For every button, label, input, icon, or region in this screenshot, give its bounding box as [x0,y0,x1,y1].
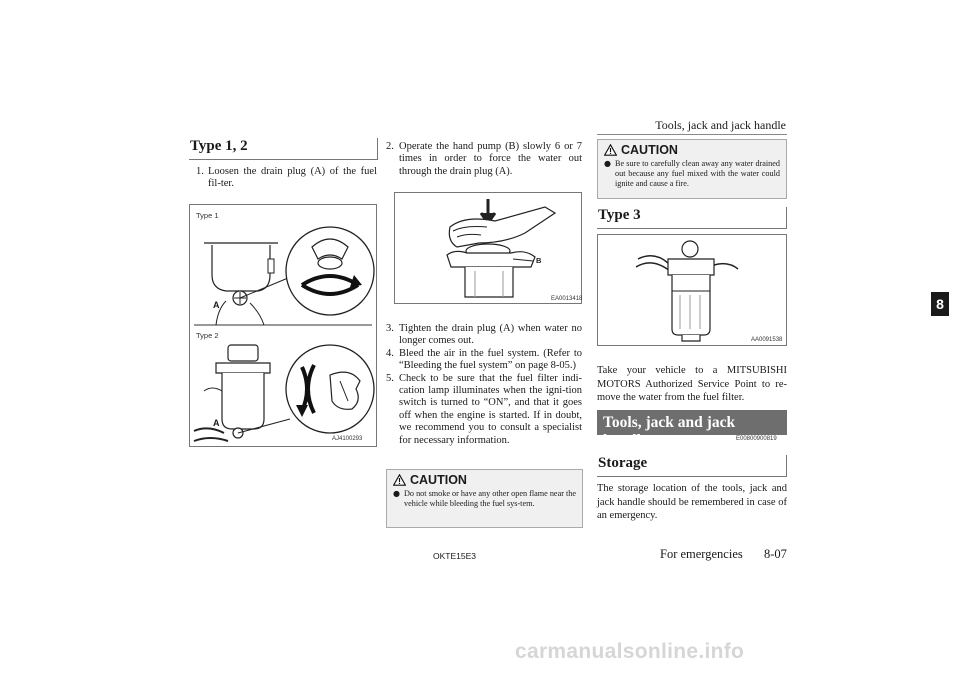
step-text: Check to be sure that the fuel filter indi-cation lamp illuminates when the igni-tion switch is turned to “ON”, and that it goes off when the engine is started. If in doubt, we recommend you to consult a specialist for necessary information. [399,372,582,446]
step-number: 5. [386,372,394,384]
document-code: OKTE15E3 [433,551,476,561]
middle-steps-b [386,323,582,447]
step-text: Operate the hand pump (B) slowly 6 or 7 times in order to force the water out through the drain plug (A). [399,141,582,177]
header-rule [597,134,787,135]
type-3-instruction: Take your vehicle to a MITSUBISHI MOTORS Authorized Service Point to re-move the water from the fuel filter. [597,365,787,403]
bullet-icon: ● [604,159,611,168]
step-number: 2. [386,141,394,152]
running-header: Tools, jack and jack handle [655,118,786,132]
step-number: 4. [386,347,394,359]
step-3 [386,323,582,348]
drain-plug-illustration [190,205,376,446]
callout-a-type-2: A [213,418,220,428]
caution-title: CAUTION [410,473,467,487]
heading-type-3: Type 3 [597,207,787,229]
caution-header [387,470,582,489]
step-1 [196,166,377,191]
type-3-filter-figure [597,234,787,346]
caution-item [598,159,786,193]
hand-pump-illustration [395,193,581,303]
figure-label-type-2: Type 2 [196,331,219,340]
figure-code: EA0013418 [551,296,583,302]
step-text: Loosen the drain plug (A) of the fuel fil-ter. [208,166,377,190]
step-text: Tighten the drain plug (A) when water no longer comes out. [399,323,582,347]
callout-a-type-1: A [213,300,220,310]
hand-pump-figure [394,192,582,304]
step-number: 3. [386,323,394,334]
type-3-filter-illustration [598,235,786,345]
step-text: Bleed the air in the fuel system. (Refer to “Bleeding the fuel system” on page 8-05.) [399,347,582,372]
caution-header [598,140,786,159]
caution-text: Do not smoke or have any other open flame near the vehicle while bleeding the fuel sys-tem. [404,489,576,508]
caution-text: Be sure to carefully clean away any water drained out because any fuel mixed with the water could ignite and cause a fire. [615,159,780,188]
left-steps [196,166,377,191]
caution-box-smoking [386,469,583,528]
section-code: E00800900819 [736,436,777,442]
figure-label-type-1: Type 1 [196,211,219,220]
storage-text: The storage location of the tools, jack and jack handle should be remembered in case of an emergency. [597,483,787,521]
warning-triangle-icon [393,474,406,486]
middle-steps-a [386,141,582,178]
bullet-icon: ● [393,489,400,498]
heading-storage: Storage [597,455,787,477]
heading-type-1-2: Type 1, 2 [189,138,378,160]
drain-plug-figure [189,204,377,447]
callout-b: B [536,256,542,265]
step-5 [386,373,582,447]
page-number: 8-07 [764,547,787,561]
caution-box-water [597,139,787,199]
warning-triangle-icon [604,144,617,156]
figure-code: AA0091538 [751,337,783,343]
step-4 [386,348,582,373]
watermark: carmanualsonline.info [515,640,745,663]
caution-item [387,489,582,513]
step-number: 1. [196,166,204,177]
footer-section-name: For emergencies [660,547,743,561]
step-2 [386,141,582,178]
chapter-tab[interactable]: 8 [931,292,949,316]
caution-title: CAUTION [621,143,678,157]
section-heading-tools: Tools, jack and jack handle [597,410,787,435]
figure-code: AJ4100293 [332,436,363,442]
